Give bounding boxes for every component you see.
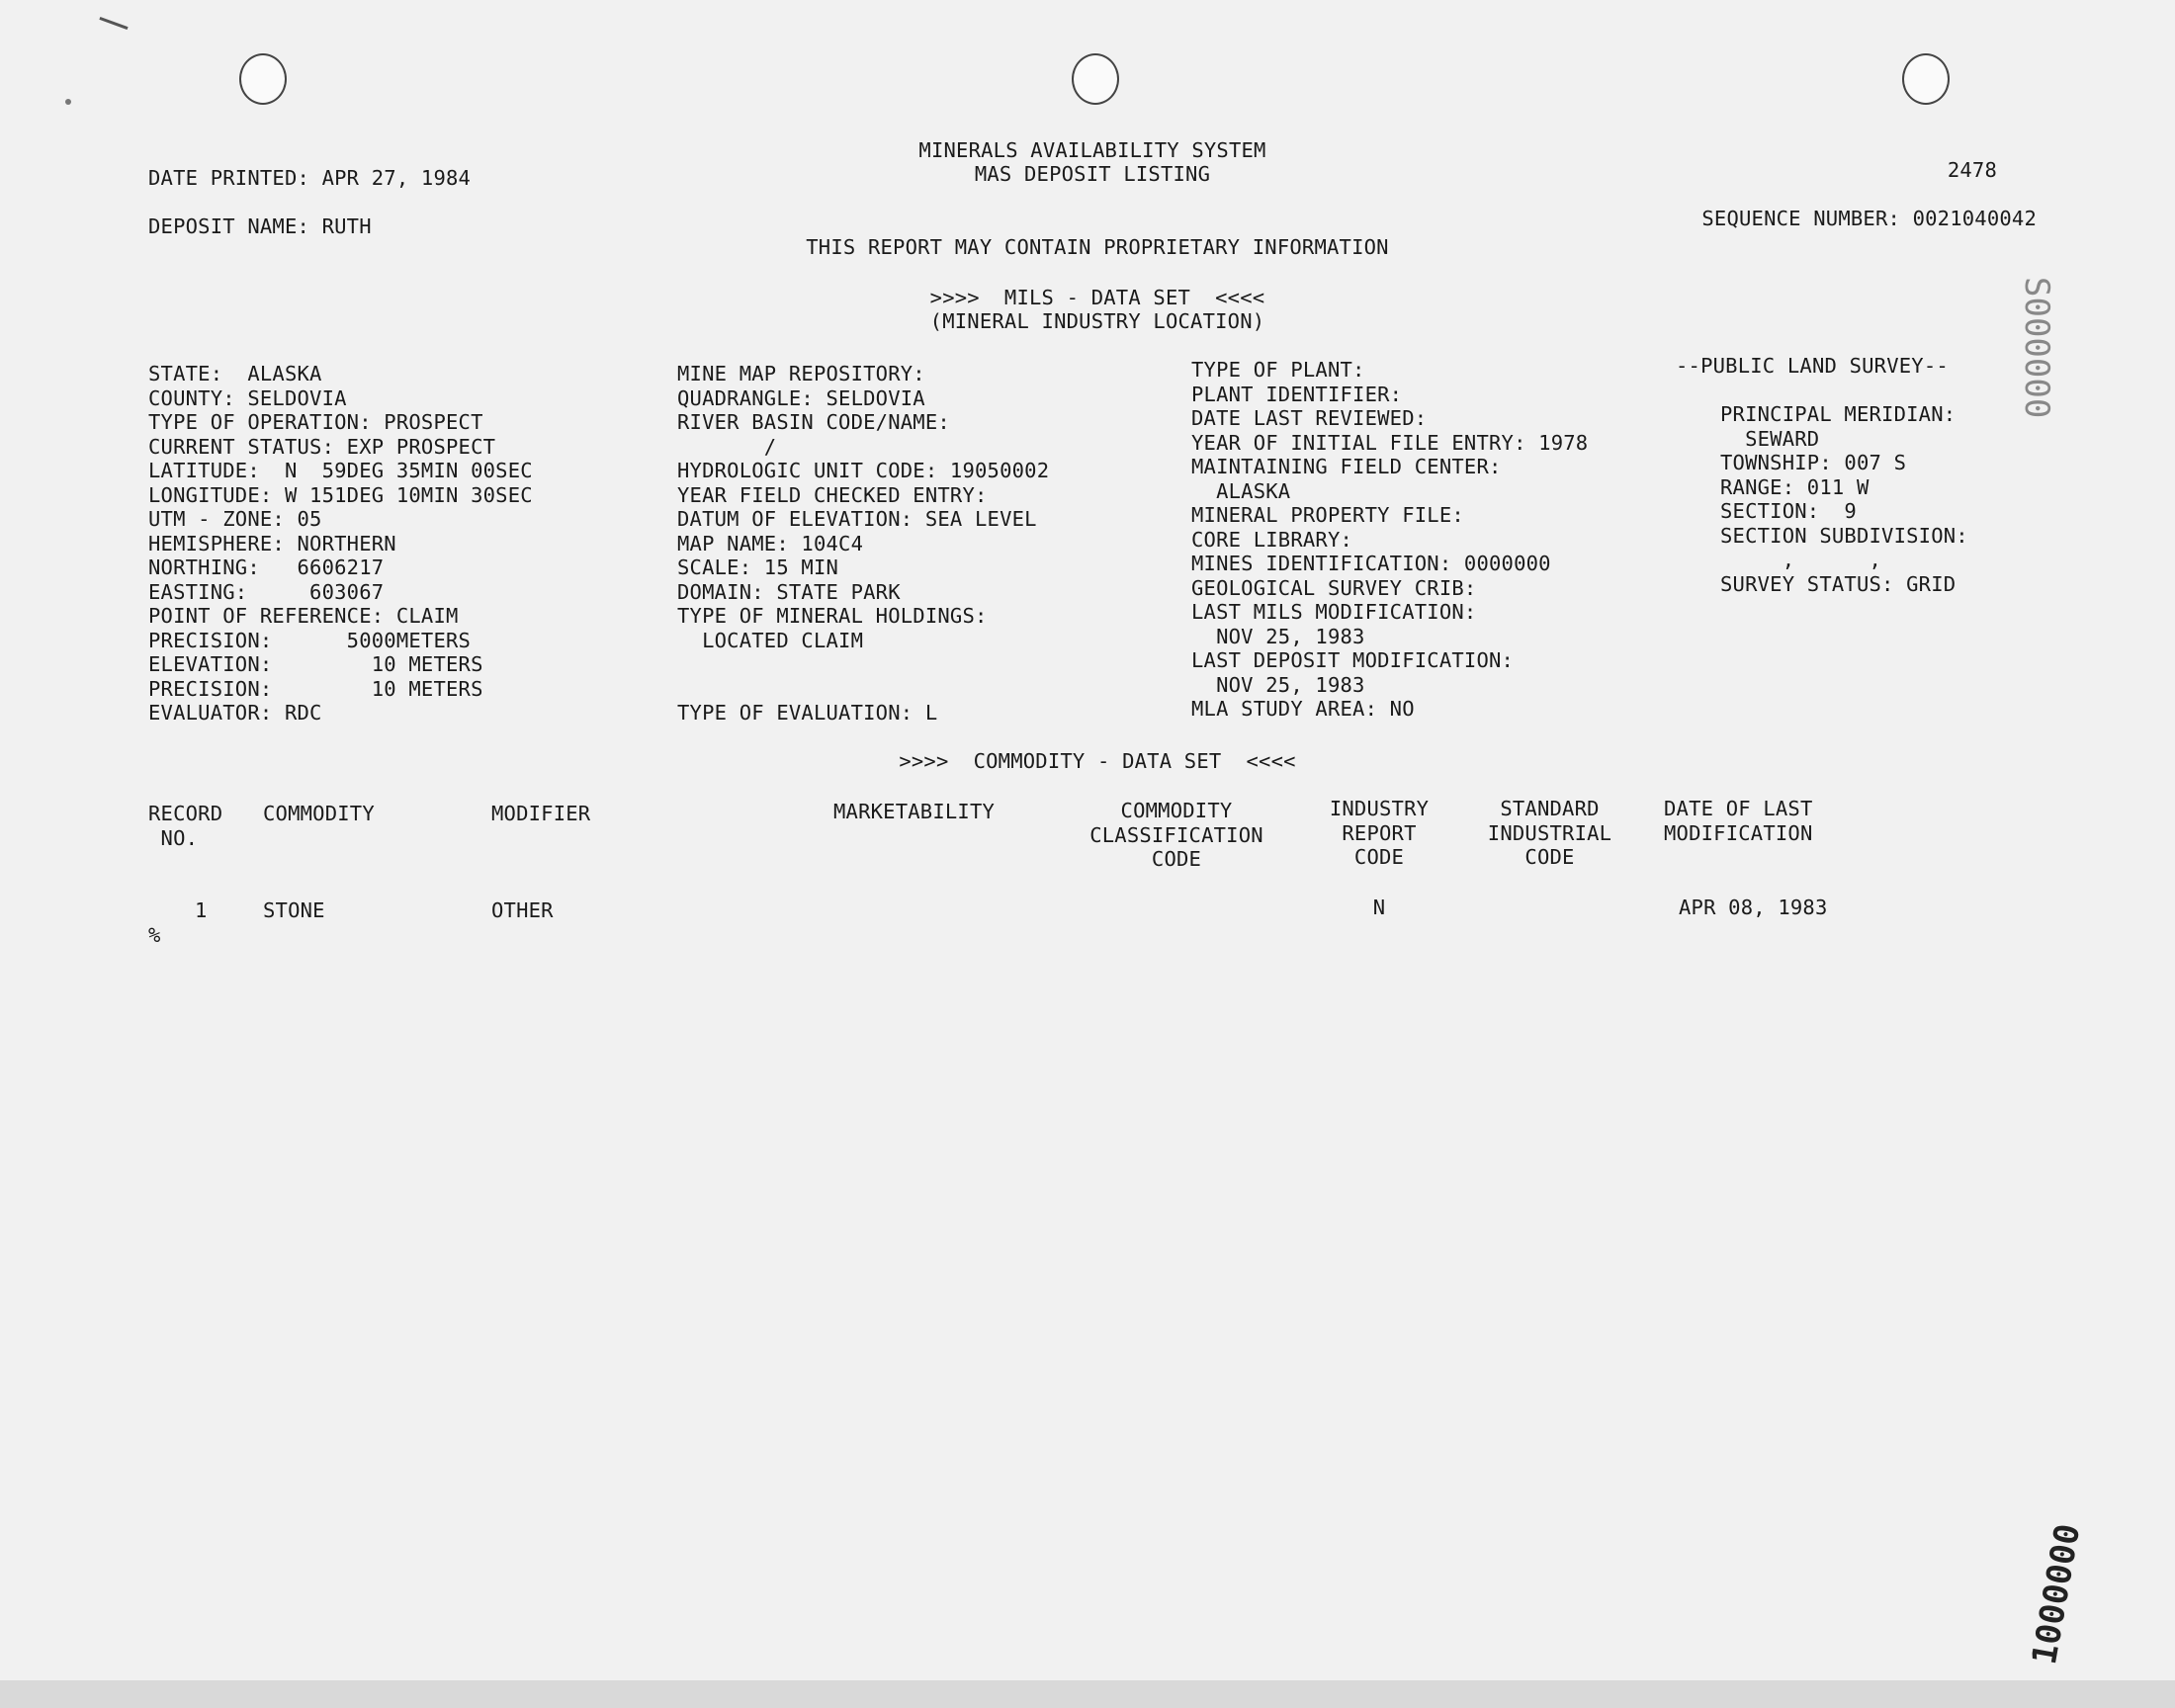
col-header-record: RECORD NO.: [148, 802, 223, 850]
sequence-number: SEQUENCE NUMBER: 0021040042: [1701, 207, 2037, 230]
field-line: LOCATED CLAIM: [677, 628, 864, 652]
system-title: MINERALS AVAILABILITY SYSTEM: [918, 138, 1266, 162]
field-line: CURRENT STATUS: EXP PROSPECT: [148, 434, 496, 459]
field-line: DATUM OF ELEVATION: SEA LEVEL: [677, 507, 1037, 531]
field-line: HEMISPHERE: NORTHERN: [148, 531, 396, 555]
deposit-name: DEPOSIT NAME: RUTH: [148, 214, 372, 238]
binder-hole-left: [239, 53, 287, 105]
field-line: ELEVATION: 10 METERS: [148, 652, 483, 676]
field-line: , ,: [1720, 548, 1882, 571]
field-line: QUADRANGLE: SELDOVIA: [677, 385, 925, 410]
field-line: PRECISION: 5000METERS: [148, 628, 472, 652]
field-line: POINT OF REFERENCE: CLAIM: [148, 604, 459, 628]
field-line: HYDROLOGIC UNIT CODE: 19050002: [677, 459, 1050, 482]
field-line: EVALUATOR: RDC: [148, 701, 322, 725]
cell-modifier: OTHER: [491, 898, 554, 922]
col-header-date-modified: DATE OF LAST MODIFICATION: [1664, 797, 1813, 845]
col-header-standard: STANDARD INDUSTRIAL CODE: [1487, 797, 1612, 869]
field-line: SECTION: 9: [1720, 499, 1857, 523]
field-line: MINES IDENTIFICATION: 0000000: [1191, 552, 1551, 575]
field-line: LATITUDE: N 59DEG 35MIN 00SEC: [148, 459, 533, 482]
field-line: PLANT IDENTIFIER:: [1191, 382, 1403, 406]
end-of-record-mark: %: [148, 923, 161, 947]
proprietary-notice: THIS REPORT MAY CONTAIN PROPRIETARY INFORMATION: [806, 235, 1389, 259]
field-line: SEWARD: [1720, 426, 1820, 451]
field-line: RIVER BASIN CODE/NAME:: [677, 410, 950, 434]
field-line: LAST MILS MODIFICATION:: [1191, 600, 1477, 624]
field-line: MLA STUDY AREA: NO: [1191, 697, 1415, 721]
col-header-classification: COMMODITY CLASSIFICATION CODE: [1089, 799, 1263, 871]
corner-pen-mark: [99, 17, 128, 30]
field-line: LONGITUDE: W 151DEG 10MIN 30SEC: [148, 482, 533, 507]
field-line: TYPE OF OPERATION: PROSPECT: [148, 410, 483, 434]
field-line: UTM - ZONE: 05: [148, 507, 322, 531]
col-header-industry: INDUSTRY REPORT CODE: [1329, 797, 1430, 869]
col-header-commodity: COMMODITY: [263, 802, 375, 825]
date-printed: DATE PRINTED: APR 27, 1984: [148, 166, 472, 190]
corner-pen-mark-small: [65, 99, 71, 105]
field-line: SECTION SUBDIVISION:: [1720, 523, 1968, 548]
field-line: SCALE: 15 MIN: [677, 555, 839, 579]
field-line: TYPE OF PLANT:: [1191, 358, 1365, 382]
listing-title: MAS DEPOSIT LISTING: [974, 162, 1211, 186]
field-line: STATE: ALASKA: [148, 362, 322, 385]
field-line: PRINCIPAL MERIDIAN:: [1720, 402, 1957, 426]
field-line: DATE LAST REVIEWED:: [1191, 406, 1428, 430]
field-line: MINERAL PROPERTY FILE:: [1191, 503, 1464, 527]
field-line: COUNTY: SELDOVIA: [148, 385, 347, 410]
field-line: TYPE OF EVALUATION: L: [677, 701, 938, 725]
field-line: NOV 25, 1983: [1191, 624, 1365, 648]
field-line: DOMAIN: STATE PARK: [677, 579, 901, 604]
field-line: RANGE: 011 W: [1720, 474, 1870, 499]
survey-heading: --PUBLIC LAND SURVEY--: [1676, 354, 1949, 378]
field-line: CORE LIBRARY:: [1191, 527, 1353, 552]
field-line: ALASKA: [1191, 478, 1291, 503]
edge-stamp-bottom: 1000000: [2025, 1520, 2089, 1667]
binder-hole-center: [1072, 53, 1119, 105]
field-line: MAP NAME: 104C4: [677, 531, 864, 555]
cell-record: 1: [195, 898, 208, 922]
field-line: PRECISION: 10 METERS: [148, 676, 483, 701]
mils-section-title: >>>> MILS - DATA SET <<<<: [929, 286, 1265, 309]
cell-date-modified: APR 08, 1983: [1679, 896, 1828, 919]
commodity-section-title: >>>> COMMODITY - DATA SET <<<<: [899, 749, 1296, 773]
field-line: NOV 25, 1983: [1191, 672, 1365, 697]
field-line: GEOLOGICAL SURVEY CRIB:: [1191, 575, 1477, 600]
mils-section-subtitle: (MINERAL INDUSTRY LOCATION): [929, 309, 1265, 333]
col-header-modifier: MODIFIER: [491, 802, 591, 825]
field-line: YEAR FIELD CHECKED ENTRY:: [677, 482, 988, 507]
cell-commodity: STONE: [263, 898, 325, 922]
field-line: NORTHING: 6606217: [148, 555, 385, 579]
page-number: 2478: [1947, 158, 1997, 182]
col-header-marketability: MARKETABILITY: [833, 800, 996, 823]
cell-industry: N: [1372, 896, 1386, 919]
field-line: YEAR OF INITIAL FILE ENTRY: 1978: [1191, 430, 1589, 455]
field-line: LAST DEPOSIT MODIFICATION:: [1191, 648, 1515, 672]
field-line: MINE MAP REPOSITORY:: [677, 362, 925, 385]
edge-stamp-top: S000000: [2017, 277, 2056, 419]
field-line: EASTING: 603067: [148, 579, 385, 604]
field-line: MAINTAINING FIELD CENTER:: [1191, 455, 1502, 478]
field-line: /: [677, 434, 777, 459]
binder-hole-right: [1902, 53, 1950, 105]
field-line: TYPE OF MINERAL HOLDINGS:: [677, 604, 988, 628]
field-line: SURVEY STATUS: GRID: [1720, 571, 1957, 596]
field-line: TOWNSHIP: 007 S: [1720, 451, 1907, 474]
